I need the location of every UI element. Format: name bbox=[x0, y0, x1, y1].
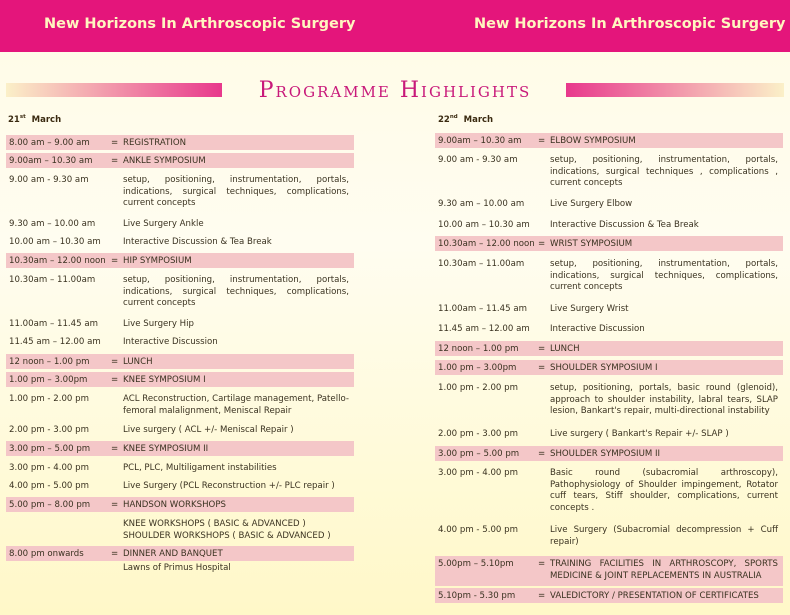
session-description: setup, positioning, instrumentation, portals, indications, surgical techniques, complications, current concepts bbox=[123, 275, 349, 308]
session-row bbox=[6, 135, 354, 150]
session-row bbox=[6, 153, 354, 168]
session-row bbox=[6, 253, 354, 268]
session-description: HIP SYMPOSIUM bbox=[123, 256, 192, 266]
equals-sign: = bbox=[538, 239, 546, 249]
time-slot: 5.00pm – 5.10pm bbox=[438, 559, 514, 569]
equals-sign: = bbox=[111, 138, 119, 148]
time-slot: 3.00 pm - 4.00 pm bbox=[9, 463, 89, 473]
schedule-row bbox=[6, 172, 354, 214]
session-description: Live surgery ( Bankart's Repair +/- SLAP ) bbox=[550, 429, 729, 439]
title-bar-left bbox=[6, 83, 222, 97]
schedule-row bbox=[6, 560, 354, 574]
session-row bbox=[6, 546, 354, 561]
session-description: Live Surgery Hip bbox=[123, 319, 194, 329]
session-description: LUNCH bbox=[123, 357, 153, 367]
session-row bbox=[6, 441, 354, 456]
session-row bbox=[6, 354, 354, 369]
session-row bbox=[435, 588, 783, 603]
session-description: SHOULDER WORKSHOPS ( BASIC & ADVANCED ) bbox=[123, 531, 331, 541]
session-description: REGISTRATION bbox=[123, 138, 187, 148]
time-slot: 12 noon – 1.00 pm bbox=[438, 344, 519, 354]
session-description: PCL, PLC, Multiligament instabilities bbox=[123, 463, 277, 473]
schedule-row bbox=[6, 422, 354, 438]
equals-sign: = bbox=[111, 500, 119, 510]
schedule-row bbox=[435, 380, 783, 426]
session-description: SHOULDER SYMPOSIUM II bbox=[550, 449, 661, 459]
session-description: Interactive Discussion bbox=[123, 337, 218, 347]
time-slot: 8.00 am – 9.00 am bbox=[9, 138, 90, 148]
session-description: ANKLE SYMPOSIUM bbox=[123, 156, 206, 166]
time-slot: 11.45 am – 12.00 am bbox=[438, 324, 530, 334]
schedule-row bbox=[6, 272, 354, 314]
equals-sign: = bbox=[111, 549, 119, 559]
schedule-row bbox=[435, 465, 783, 517]
time-slot: 4.00 pm - 5.00 pm bbox=[438, 525, 518, 535]
time-slot: 9.00am – 10.30 am bbox=[438, 136, 522, 146]
session-description: SHOULDER SYMPOSIUM I bbox=[550, 363, 658, 373]
schedule-row bbox=[435, 256, 783, 298]
equals-sign: = bbox=[111, 357, 119, 367]
session-row bbox=[435, 446, 783, 461]
session-description: KNEE SYMPOSIUM II bbox=[123, 444, 209, 454]
time-slot: 8.00 pm onwards bbox=[9, 549, 84, 559]
equals-sign: = bbox=[538, 449, 546, 459]
time-slot: 10.30am – 11.00am bbox=[438, 259, 525, 269]
schedule-row bbox=[6, 334, 354, 350]
time-slot: 10.30am – 12.00 noon bbox=[438, 239, 535, 249]
time-slot: 1.00 pm – 3.00pm bbox=[438, 363, 517, 373]
session-description: Basic round (subacromial arthroscopy), Pathophysiology of Shoulder impingement, Rotator cuff tears, Stiff shoulder, complications, current concepts . bbox=[550, 468, 778, 513]
time-slot: 2.00 pm - 3.00 pm bbox=[9, 425, 89, 435]
session-description: Live surgery ( ACL +/- Meniscal Repair ) bbox=[123, 425, 294, 435]
time-slot: 10.30am – 11.00am bbox=[9, 275, 96, 285]
time-slot: 1.00 pm - 2.00 pm bbox=[9, 394, 89, 404]
session-description: Interactive Discussion & Tea Break bbox=[123, 237, 272, 247]
header-title-right: New Horizons In Arthroscopic Surgery bbox=[474, 16, 786, 32]
equals-sign: = bbox=[538, 591, 546, 601]
equals-sign: = bbox=[111, 156, 119, 166]
session-description: VALEDICTORY / PRESENTATION OF CERTIFICATES bbox=[550, 591, 759, 601]
schedule-row bbox=[435, 522, 783, 552]
session-row bbox=[435, 341, 783, 356]
equals-sign: = bbox=[538, 363, 546, 373]
session-description: KNEE SYMPOSIUM I bbox=[123, 375, 206, 385]
schedule-row bbox=[6, 478, 354, 494]
session-description: setup, positioning, instrumentation, portals, indications, surgical techniques, complications, current concepts bbox=[550, 259, 778, 292]
time-slot: 1.00 pm – 3.00pm bbox=[9, 375, 88, 385]
schedule-row bbox=[6, 216, 354, 232]
session-row bbox=[435, 236, 783, 251]
schedule-row bbox=[435, 152, 783, 194]
equals-sign: = bbox=[538, 344, 546, 354]
time-slot: 9.00am – 10.30 am bbox=[9, 156, 93, 166]
time-slot: 9.00 am - 9.30 am bbox=[438, 155, 518, 165]
day-label-1: 21st March bbox=[8, 114, 62, 125]
session-description: Live Surgery Wrist bbox=[550, 304, 629, 314]
schedule-row bbox=[6, 234, 354, 250]
session-description: Interactive Discussion bbox=[550, 324, 645, 334]
schedule-row bbox=[6, 528, 354, 542]
equals-sign: = bbox=[111, 444, 119, 454]
time-slot: 4.00 pm - 5.00 pm bbox=[9, 481, 89, 491]
time-slot: 11.00am – 11.45 am bbox=[438, 304, 527, 314]
schedule-row bbox=[435, 217, 783, 232]
time-slot: 3.00 pm - 4.00 pm bbox=[438, 468, 518, 478]
time-slot: 3.00 pm – 5.00 pm bbox=[9, 444, 91, 454]
schedule-row bbox=[6, 460, 354, 476]
header-title-left: New Horizons In Arthroscopic Surgery bbox=[44, 16, 356, 32]
schedule-row bbox=[435, 321, 783, 336]
session-description: Live Surgery Elbow bbox=[550, 199, 633, 209]
session-description: Interactive Discussion & Tea Break bbox=[550, 220, 699, 230]
session-description: Lawns of Primus Hospital bbox=[123, 563, 231, 573]
session-description: LUNCH bbox=[550, 344, 580, 354]
schedule-row bbox=[435, 301, 783, 317]
header-banner bbox=[0, 0, 790, 52]
session-description: TRAINING FACILITIES IN ARTHROSCOPY, SPORTS MEDICINE & JOINT REPLACEMENTS IN AUSTRALIA bbox=[550, 559, 778, 581]
time-slot: 9.30 am – 10.00 am bbox=[9, 219, 96, 229]
time-slot: 9.30 am – 10.00 am bbox=[438, 199, 525, 209]
time-slot: 10.30am – 12.00 noon bbox=[9, 256, 106, 266]
session-description: setup, positioning, instrumentation, portals, indications, surgical techniques , complications , current concepts bbox=[550, 155, 778, 188]
session-description: Live Surgery Ankle bbox=[123, 219, 204, 229]
time-slot: 1.00 pm - 2.00 pm bbox=[438, 383, 518, 393]
time-slot: 9.00 am - 9.30 am bbox=[9, 175, 89, 185]
session-row bbox=[435, 556, 783, 586]
time-slot: 11.45 am – 12.00 am bbox=[9, 337, 101, 347]
title-bar-right bbox=[566, 83, 784, 97]
day-label-2: 22nd March bbox=[438, 114, 494, 125]
page-title: Programme Highlights bbox=[258, 78, 532, 103]
time-slot: 10.00 am – 10.30 am bbox=[9, 237, 101, 247]
session-description: Live Surgery (Subacromial decompression + Cuff repair) bbox=[550, 525, 778, 547]
time-slot: 5.10pm - 5.30 pm bbox=[438, 591, 516, 601]
time-slot: 12 noon – 1.00 pm bbox=[9, 357, 90, 367]
equals-sign: = bbox=[111, 375, 119, 385]
session-description: KNEE WORKSHOPS ( BASIC & ADVANCED ) bbox=[123, 519, 306, 529]
time-slot: 2.00 pm - 3.00 pm bbox=[438, 429, 518, 439]
time-slot: 3.00 pm – 5.00 pm bbox=[438, 449, 520, 459]
session-description: ACL Reconstruction, Cartilage management, Patello-femoral malalignment, Meniscal Repair bbox=[123, 394, 349, 416]
session-description: HANDSON WORKSHOPS bbox=[123, 500, 226, 510]
session-row bbox=[6, 497, 354, 512]
session-row bbox=[435, 360, 783, 375]
session-description: DINNER AND BANQUET bbox=[123, 549, 223, 559]
session-description: ELBOW SYMPOSIUM bbox=[550, 136, 636, 146]
schedule-row bbox=[435, 196, 783, 212]
time-slot: 11.00am – 11.45 am bbox=[9, 319, 98, 329]
time-slot: 10.00 am – 10.30 am bbox=[438, 220, 530, 230]
equals-sign: = bbox=[538, 559, 546, 569]
equals-sign: = bbox=[538, 136, 546, 146]
session-description: WRIST SYMPOSIUM bbox=[550, 239, 633, 249]
session-row bbox=[6, 372, 354, 387]
session-description: setup, positioning, instrumentation, portals, indications, surgical techniques, complications, current concepts bbox=[123, 175, 349, 208]
session-description: setup, positioning, portals, basic round (glenoid), approach to shoulder instability, labral tears, SLAP lesion, Bankart's repair, multi-directional instability bbox=[550, 383, 778, 416]
equals-sign: = bbox=[111, 256, 119, 266]
session-description: Live Surgery (PCL Reconstruction +/- PLC repair ) bbox=[123, 481, 335, 491]
time-slot: 5.00 pm – 8.00 pm bbox=[9, 500, 91, 510]
schedule-row bbox=[435, 426, 783, 442]
schedule-row bbox=[6, 316, 354, 332]
session-row bbox=[435, 133, 783, 148]
